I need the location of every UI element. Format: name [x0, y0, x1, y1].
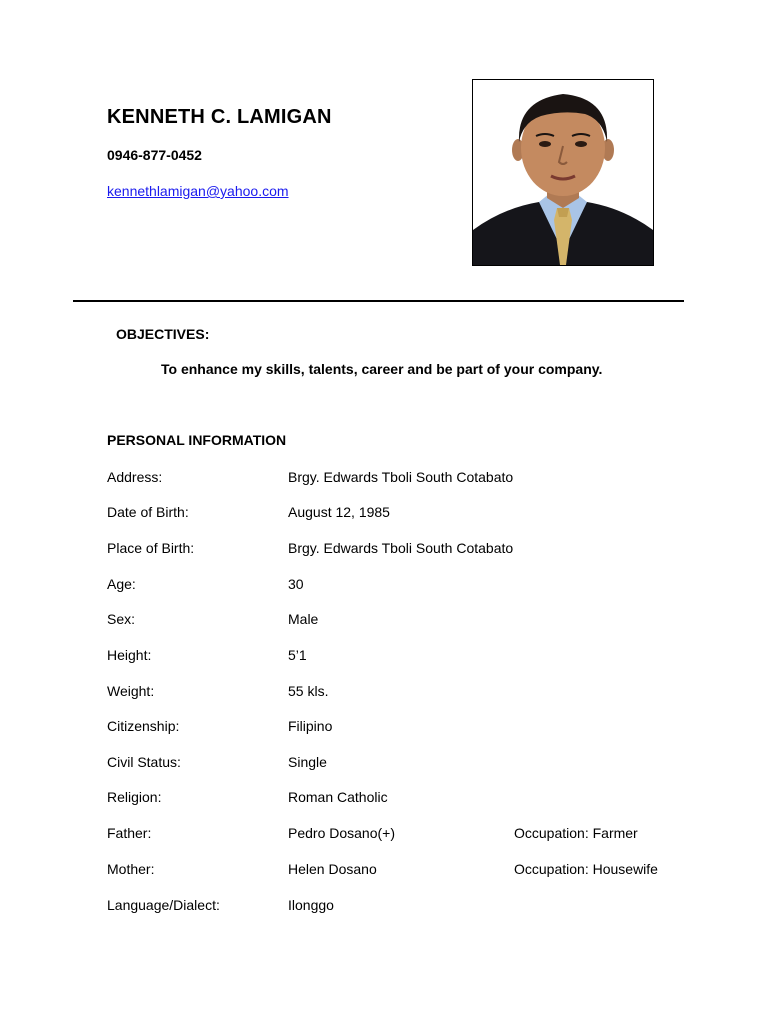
info-row-civil-status	[107, 754, 707, 774]
info-label: Address:	[107, 469, 163, 485]
info-row-date-of-birth	[107, 504, 707, 524]
info-value: 5’1	[288, 647, 307, 663]
info-row-citizenship	[107, 718, 707, 738]
info-label: Civil Status:	[107, 754, 181, 770]
info-row-place-of-birth	[107, 540, 707, 560]
info-row-father	[107, 825, 707, 845]
info-row-language	[107, 897, 707, 917]
info-value: Ilonggo	[288, 897, 334, 913]
info-value: Single	[288, 754, 327, 770]
email-link[interactable]: kennethlamigan@yahoo.com	[107, 183, 289, 199]
info-row-address	[107, 469, 707, 489]
info-label: Religion:	[107, 789, 162, 805]
info-label: Citizenship:	[107, 718, 180, 734]
objectives-heading: OBJECTIVES:	[116, 326, 210, 342]
info-label: Place of Birth:	[107, 540, 195, 556]
phone-number: 0946-877-0452	[107, 147, 202, 163]
section-divider	[73, 300, 684, 302]
info-value: Filipino	[288, 718, 333, 734]
objectives-text: To enhance my skills, talents, career and be part of your company.	[161, 361, 603, 377]
info-label: Father:	[107, 825, 152, 841]
info-row-age	[107, 576, 707, 596]
info-label: Height:	[107, 647, 152, 663]
info-row-weight	[107, 683, 707, 703]
info-label: Weight:	[107, 683, 155, 699]
portrait-illustration	[473, 80, 653, 265]
info-value: 55 kls.	[288, 683, 329, 699]
info-occupation: Occupation: Housewife	[514, 861, 658, 877]
info-occupation: Occupation: Farmer	[514, 825, 638, 841]
applicant-name: KENNETH C. LAMIGAN	[107, 106, 332, 128]
info-label: Sex:	[107, 611, 136, 627]
info-row-sex	[107, 611, 707, 631]
info-label: Language/Dialect:	[107, 897, 220, 913]
profile-photo	[472, 79, 654, 266]
info-value: Helen Dosano	[288, 861, 377, 877]
personal-info-heading: PERSONAL INFORMATION	[107, 432, 287, 448]
info-label: Age:	[107, 576, 136, 592]
info-row-height	[107, 647, 707, 667]
info-value: Pedro Dosano(+)	[288, 825, 396, 841]
info-value: Male	[288, 611, 319, 627]
info-value: August 12, 1985	[288, 504, 390, 520]
info-value: Brgy. Edwards Tboli South Cotabato	[288, 469, 514, 485]
info-row-mother	[107, 861, 707, 881]
info-label: Mother:	[107, 861, 155, 877]
info-value: 30	[288, 576, 304, 592]
info-value: Roman Catholic	[288, 789, 388, 805]
info-value: Brgy. Edwards Tboli South Cotabato	[288, 540, 514, 556]
info-row-religion	[107, 789, 707, 809]
info-label: Date of Birth:	[107, 504, 189, 520]
